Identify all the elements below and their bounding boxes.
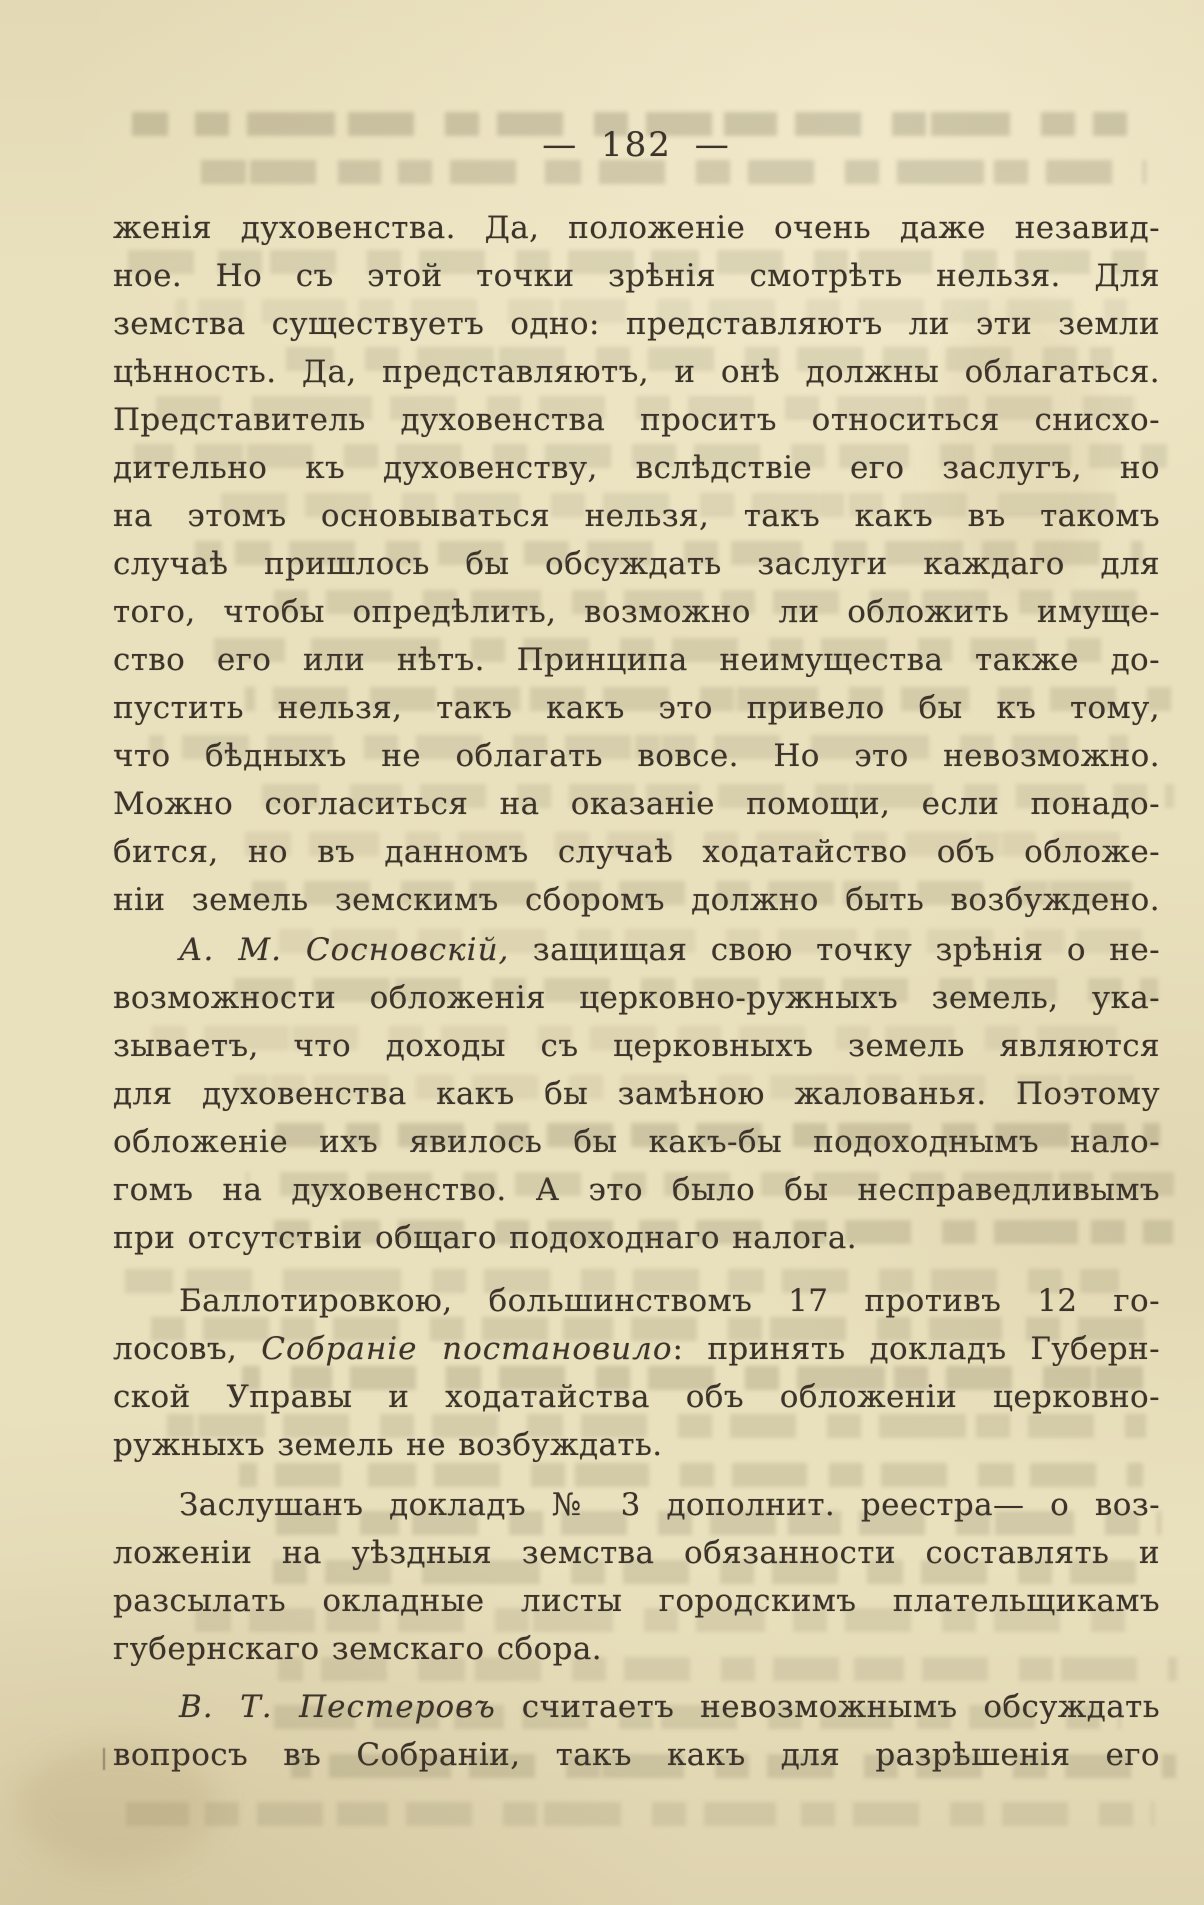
text-line xyxy=(113,492,1160,540)
text-segment: обложеніе ихъ явилось бы какъ-бы подоходнымъ нало- xyxy=(113,1124,1160,1160)
text-segment: Заслушанъ докладъ № 3 дополнит. реестра— о воз- xyxy=(179,1487,1160,1523)
paragraph xyxy=(113,1481,1160,1673)
text-segment: вопросъ въ Собраніи, такъ какъ для разрѣшенія его xyxy=(113,1737,1160,1773)
page-number: — 182 — xyxy=(542,125,731,165)
text-line xyxy=(113,540,1160,588)
text-line xyxy=(113,588,1160,636)
text-segment: разсылать окладные листы городскимъ плательщикамъ xyxy=(113,1583,1160,1619)
text-line xyxy=(113,1022,1160,1070)
italic-text-segment: А. М. Сосновскій, xyxy=(179,932,510,968)
text-line xyxy=(113,780,1160,828)
text-line xyxy=(113,1577,1160,1625)
text-segment: губернскаго земскаго сбора. xyxy=(113,1631,602,1667)
text-segment: цѣнность. Да, представляютъ, и онѣ должны облагаться. xyxy=(113,354,1160,390)
text-segment: дительно къ духовенству, вслѣдствіе его заслугъ, но xyxy=(113,450,1160,486)
text-segment: считаетъ невозможнымъ обсуждать xyxy=(495,1689,1160,1725)
text-line xyxy=(113,732,1160,780)
text-segment: ное. Но съ этой точки зрѣнія смотрѣть нельзя. Для xyxy=(113,258,1160,294)
text-segment: ружныхъ земель не возбуждать. xyxy=(113,1427,663,1463)
text-segment: случаѣ пришлось бы обсуждать заслуги каждаго для xyxy=(113,546,1160,582)
text-segment: того, чтобы опредѣлить, возможно ли обложить имуще- xyxy=(113,594,1160,630)
text-line xyxy=(113,684,1160,732)
text-segment: лосовъ, xyxy=(113,1331,262,1367)
paragraph xyxy=(113,926,1160,1262)
scan-edge-artifact xyxy=(103,1748,105,1770)
text-segment: Представитель духовенства проситъ относиться снисхо- xyxy=(113,402,1160,438)
text-line xyxy=(113,1373,1160,1421)
text-line xyxy=(113,204,1160,252)
text-line xyxy=(113,1118,1160,1166)
text-segment: : принять докладъ Губерн- xyxy=(672,1331,1160,1367)
text-segment: для духовенства какъ бы замѣною жалованья. Поэтому xyxy=(113,1076,1160,1112)
text-line xyxy=(113,1214,1160,1262)
text-segment: ство его или нѣтъ. Принципа неимущества также до- xyxy=(113,642,1160,678)
text-segment: ской Управы и ходатайства объ обложеніи церковно- xyxy=(113,1379,1160,1415)
text-segment: зываетъ, что доходы съ церковныхъ земель являются xyxy=(113,1028,1160,1064)
text-line xyxy=(113,252,1160,300)
paragraph xyxy=(113,1277,1160,1469)
text-segment: бится, но въ данномъ случаѣ ходатайство объ обложе- xyxy=(113,834,1160,870)
text-segment: ніи земель земскимъ сборомъ должно быть возбуждено. xyxy=(113,882,1160,918)
text-line xyxy=(113,1070,1160,1118)
text-line xyxy=(113,300,1160,348)
paragraph xyxy=(113,1683,1160,1779)
paragraph xyxy=(113,204,1160,924)
italic-text-segment: В. Т. Пестеровъ xyxy=(179,1689,496,1725)
text-line xyxy=(113,1625,1160,1673)
page-text xyxy=(113,204,1160,1779)
italic-text-segment: Собраніе постановило xyxy=(261,1331,673,1367)
text-segment: пустить нельзя, такъ какъ это привело бы къ тому, xyxy=(113,690,1160,726)
text-line xyxy=(113,926,1160,974)
text-line xyxy=(113,1683,1160,1731)
text-line xyxy=(113,974,1160,1022)
text-line xyxy=(113,1325,1160,1373)
text-segment: на этомъ основываться нельзя, такъ какъ въ такомъ xyxy=(113,498,1160,534)
text-line xyxy=(113,348,1160,396)
text-segment: ложеніи на уѣздныя земства обязанности составлять и xyxy=(113,1535,1160,1571)
text-line xyxy=(113,1277,1160,1325)
text-segment: земства существуетъ одно: представляютъ ли эти земли xyxy=(113,306,1160,342)
text-segment: защищая свою точку зрѣнія о не- xyxy=(509,932,1160,968)
text-line xyxy=(113,1166,1160,1214)
text-line xyxy=(113,636,1160,684)
text-line xyxy=(113,1731,1160,1779)
text-line xyxy=(113,1421,1160,1469)
text-segment: Можно согласиться на оказаніе помощи, если понадо- xyxy=(113,786,1160,822)
text-line xyxy=(113,396,1160,444)
text-segment: женія духовенства. Да, положеніе очень даже незавид- xyxy=(113,210,1160,246)
text-line xyxy=(113,444,1160,492)
bleed-through-text-artifact xyxy=(126,1802,1154,1826)
text-segment: Баллотировкою, большинствомъ 17 противъ 12 го- xyxy=(179,1283,1160,1319)
text-segment: при отсутствіи общаго подоходнаго налога. xyxy=(113,1220,858,1256)
text-segment: гомъ на духовенство. А это было бы несправедливымъ xyxy=(113,1172,1160,1208)
text-segment: что бѣдныхъ не облагать вовсе. Но это невозможно. xyxy=(113,738,1160,774)
text-line xyxy=(113,828,1160,876)
text-segment: возможности обложенія церковно-ружныхъ земель, ука- xyxy=(113,980,1160,1016)
text-line xyxy=(113,876,1160,924)
text-line xyxy=(113,1529,1160,1577)
text-line xyxy=(113,1481,1160,1529)
